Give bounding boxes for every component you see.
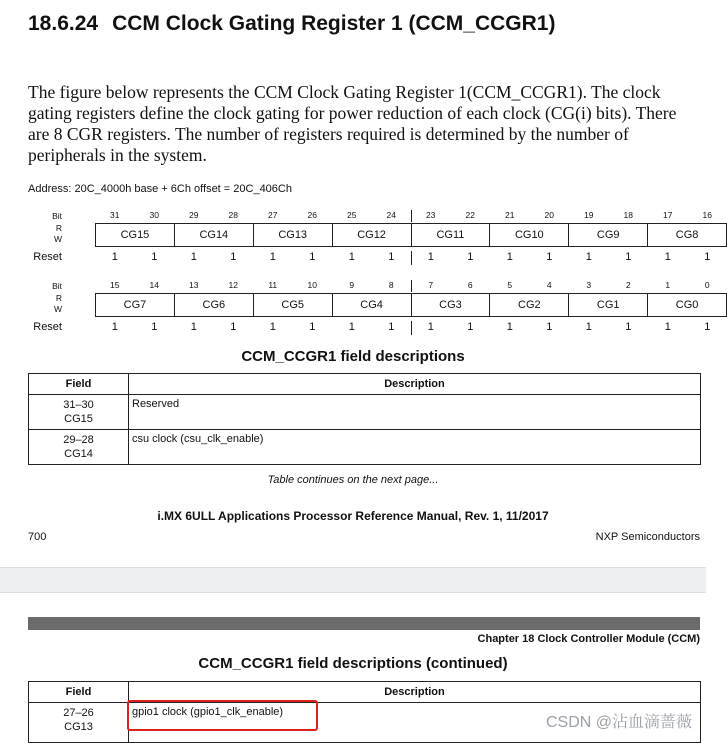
table-title: CCM_CCGR1 field descriptions (continued)	[198, 655, 508, 672]
continued-note: Table continues on the next page...	[267, 474, 439, 486]
reset-value: 1	[151, 251, 158, 263]
field-header: Field	[29, 682, 129, 703]
bit-divider	[411, 280, 412, 292]
bit-number: 28	[228, 210, 238, 220]
reset-value: 1	[348, 251, 355, 263]
field-name: CG13	[64, 721, 93, 733]
bit-number: 14	[149, 280, 159, 290]
field-header: Field	[29, 374, 129, 395]
bit-number: 6	[467, 280, 473, 290]
reset-value: 1	[585, 321, 592, 333]
description-cell: Reserved	[129, 395, 701, 430]
bit-number: 31	[110, 210, 120, 220]
section-title: CCM Clock Gating Register 1 (CCM_CCGR1)	[112, 12, 556, 35]
bit-number: 23	[426, 210, 436, 220]
register-field: CG11	[412, 224, 491, 246]
bit-label: Bit	[52, 281, 62, 291]
reset-value: 1	[546, 321, 553, 333]
reset-value: 1	[427, 251, 434, 263]
reset-value: 1	[467, 251, 474, 263]
reset-value: 1	[111, 251, 118, 263]
reset-label: Reset	[33, 251, 62, 263]
reset-value: 1	[546, 251, 553, 263]
reset-value: 1	[506, 321, 513, 333]
bit-number: 13	[189, 280, 199, 290]
section-number: 18.6.24	[28, 12, 99, 35]
field-bits: 29–28	[63, 434, 94, 446]
bit-number: 21	[505, 210, 515, 220]
reset-value: 1	[309, 251, 316, 263]
register-field: CG6	[175, 294, 254, 316]
bit-number: 3	[586, 280, 592, 290]
page-gap	[0, 567, 706, 593]
bit-number: 1	[665, 280, 671, 290]
register-field: CG9	[569, 224, 648, 246]
bit-number: 7	[428, 280, 434, 290]
register-diagram-upper	[28, 209, 712, 269]
register-field: CG7	[96, 294, 175, 316]
reset-divider	[411, 251, 412, 265]
bit-number: 17	[663, 210, 673, 220]
footer-title: i.MX 6ULL Applications Processor Reference Manual, Rev. 1, 11/2017	[157, 509, 549, 523]
register-field: CG0	[675, 299, 699, 311]
field-descriptions-table	[28, 373, 701, 465]
field-cell	[29, 703, 129, 743]
section-heading	[28, 12, 555, 36]
reset-value: 1	[230, 251, 237, 263]
register-field: CG2	[490, 294, 569, 316]
w-label: W	[53, 304, 62, 314]
bit-number: 16	[702, 210, 712, 220]
field-name: CG15	[64, 413, 93, 425]
bit-number: 10	[307, 280, 317, 290]
reset-value: 1	[388, 251, 395, 263]
register-field: CG3	[412, 294, 491, 316]
reset-value: 1	[704, 251, 711, 263]
bit-number: 22	[465, 210, 475, 220]
reset-value: 1	[348, 321, 355, 333]
bit-number: 15	[110, 280, 120, 290]
bit-number: 25	[347, 210, 357, 220]
reset-value: 1	[190, 321, 197, 333]
bit-numbers-row	[95, 280, 727, 292]
reset-divider	[411, 321, 412, 335]
bit-number: 19	[584, 210, 594, 220]
reset-value: 1	[625, 251, 632, 263]
bit-divider	[411, 210, 412, 222]
register-field: CG15	[96, 224, 175, 246]
reset-value: 1	[427, 321, 434, 333]
register-field: CG10	[490, 224, 569, 246]
bit-number: 11	[268, 280, 278, 290]
bit-number: 8	[388, 280, 394, 290]
bit-number: 18	[623, 210, 633, 220]
description-header: Description	[129, 374, 701, 395]
field-bits: 27–26	[63, 707, 94, 719]
description-header: Description	[129, 682, 701, 703]
bit-number: 30	[149, 210, 159, 220]
chapter-header: Chapter 18 Clock Controller Module (CCM)	[477, 633, 700, 645]
reset-value: 1	[190, 251, 197, 263]
register-field: CG8	[675, 229, 699, 241]
bit-number: 24	[386, 210, 396, 220]
register-fields-row	[95, 223, 727, 247]
field-cell	[29, 395, 129, 430]
reset-value: 1	[704, 321, 711, 333]
bit-number: 26	[307, 210, 317, 220]
bit-number: 9	[349, 280, 355, 290]
company-name: NXP Semiconductors	[595, 531, 700, 543]
bit-number: 5	[507, 280, 513, 290]
bit-numbers-row	[95, 210, 727, 222]
bit-number: 12	[228, 280, 238, 290]
highlight-box	[127, 700, 318, 731]
register-field: CG5	[254, 294, 333, 316]
chapter-bar	[28, 617, 700, 630]
reset-value: 1	[269, 251, 276, 263]
bit-number: 29	[189, 210, 199, 220]
register-diagram-lower	[28, 279, 711, 339]
r-label: R	[55, 293, 62, 303]
table-row	[29, 430, 701, 465]
reset-value: 1	[269, 321, 276, 333]
page-number: 700	[28, 531, 47, 543]
r-label: R	[55, 223, 62, 233]
reset-values-row	[95, 251, 727, 265]
bit-number: 0	[704, 280, 710, 290]
table-title: CCM_CCGR1 field descriptions	[241, 348, 465, 365]
description-cell: csu clock (csu_clk_enable)	[129, 430, 701, 465]
reset-value: 1	[467, 321, 474, 333]
document-page	[0, 593, 706, 738]
w-label: W	[53, 234, 62, 244]
field-cell	[29, 430, 129, 465]
register-fields-row	[95, 293, 727, 317]
bit-number: 20	[544, 210, 554, 220]
register-field: CG14	[175, 224, 254, 246]
reset-value: 1	[506, 251, 513, 263]
register-field: CG12	[333, 224, 412, 246]
reset-value: 1	[151, 321, 158, 333]
reset-value: 1	[664, 321, 671, 333]
bit-number: 4	[546, 280, 552, 290]
table-row	[29, 395, 701, 430]
reset-value: 1	[230, 321, 237, 333]
watermark: CSDN @沾血滴蔷薇	[545, 714, 692, 731]
register-field: CG13	[254, 224, 333, 246]
field-bits: 31–30	[63, 399, 94, 411]
reset-value: 1	[625, 321, 632, 333]
reset-values-row	[95, 321, 727, 335]
intro-paragraph: The figure below represents the CCM Clock Gating Register 1(CCM_CCGR1). The clock gating registers define the clock gating for power reduction of each clock (CG(i) bits). There are 8 CGR registers. The number of registers required is determined by the number of peripherals in the system.	[28, 82, 677, 165]
register-field: CG1	[569, 294, 648, 316]
field-name: CG14	[64, 448, 93, 460]
reset-label: Reset	[33, 321, 62, 333]
table-header-row	[29, 374, 701, 395]
register-address: Address: 20C_4000h base + 6Ch offset = 20C_406Ch	[28, 183, 292, 195]
reset-value: 1	[309, 321, 316, 333]
reset-value: 1	[388, 321, 395, 333]
description-cell: gpio1 clock (gpio1_clk_enable)	[129, 703, 701, 743]
reset-value: 1	[111, 321, 118, 333]
bit-number: 27	[268, 210, 278, 220]
reset-value: 1	[664, 251, 671, 263]
bit-number: 2	[625, 280, 631, 290]
reset-value: 1	[585, 251, 592, 263]
register-field: CG4	[333, 294, 412, 316]
bit-label: Bit	[52, 211, 62, 221]
